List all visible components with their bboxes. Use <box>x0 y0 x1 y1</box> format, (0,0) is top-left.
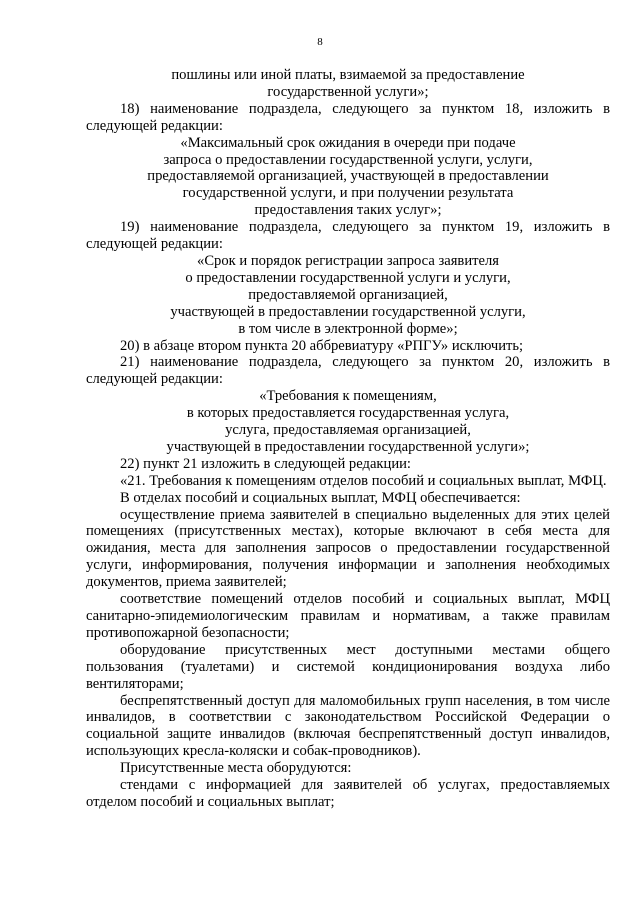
quote-line: в том числе в электронной форме»; <box>238 320 458 337</box>
item-22-paragraph: 22) пункт 21 изложить в следующей редакции: <box>120 455 411 472</box>
quote-line: о предоставлении государственной услуги и услуги, <box>185 269 511 286</box>
continuation-quote <box>86 67 610 101</box>
quote-line: государственной услуги, и при получении результата <box>182 185 514 202</box>
item-21-quote <box>86 388 610 456</box>
stands-paragraph: стендами с информацией для заявителей об услугах, предоставляемых отделом пособий и социальных выплат; <box>86 777 610 810</box>
quote-line: предоставляемой организацией, участвующей в предоставлении <box>147 168 549 185</box>
item-18-paragraph: 18) наименование подраздела, следующего за пунктом 18, изложить в следующей редакции: <box>86 100 610 134</box>
clause-21-heading: «21. Требования к помещениям отделов пособий и социальных выплат, МФЦ. <box>120 472 607 489</box>
quote-line: запроса о предоставлении государственной услуги, услуги, <box>163 151 533 168</box>
compliance-paragraph: соответствие помещений отделов пособий и социальных выплат, МФЦ санитарно-эпидемиологическим правилам и нормативам, а также правилам противопожарной безопасности; <box>86 591 610 641</box>
quote-line: услуга, предоставляемая организацией, <box>225 422 471 439</box>
quote-line: предоставляемой организацией, <box>248 286 448 303</box>
item-18-quote <box>86 135 610 220</box>
quote-line: государственной услуги»; <box>267 83 429 100</box>
quote-line: «Срок и порядок регистрации запроса заявителя <box>197 252 499 269</box>
item-20-paragraph: 20) в абзаце втором пункта 20 аббревиатуру «РПГУ» исключить; <box>120 337 524 354</box>
reception-paragraph: осуществление приема заявителей в специально выделенных для этих целей помещениях (присутственных местах), которые включают в себя места для ожидания, места для заполнения запросов о предоставлении государственной услуги, информирования, получения информации и заполнения необходимых документов, приема заявителей; <box>86 506 610 591</box>
quote-line: участвующей в предоставлении государственной услуги, <box>170 303 526 320</box>
item-19-paragraph: 19) наименование подраздела, следующего за пунктом 19, изложить в следующей редакции: <box>86 219 610 253</box>
places-paragraph: Присутственные места оборудуются: <box>120 760 352 777</box>
item-21-paragraph: 21) наименование подраздела, следующего за пунктом 20, изложить в следующей редакции: <box>86 354 610 388</box>
access-paragraph: беспрепятственный доступ для маломобильных групп населения, в том числе инвалидов, в соответствии с законодательством Российской Федерации о социальной защите инвалидов (включая беспрепятственный доступ инвалидов, использующих кресла-коляски и собак-проводников). <box>86 692 610 760</box>
equipment-paragraph: оборудование присутственных мест доступными местами общего пользования (туалетами) и системой кондиционирования воздуха либо вентиляторами; <box>86 641 610 692</box>
page-number: 8 <box>317 36 323 48</box>
quote-line: участвующей в предоставлении государственной услуги»; <box>166 438 530 455</box>
item-19-quote <box>86 253 610 338</box>
document-body <box>86 67 610 811</box>
quote-line: предоставления таких услуг»; <box>254 202 442 219</box>
quote-line: «Требования к помещениям, <box>259 388 437 405</box>
quote-line: в которых предоставляется государственная услуга, <box>186 405 510 422</box>
quote-line: «Максимальный срок ожидания в очереди при подаче <box>180 134 516 151</box>
ensures-paragraph: В отделах пособий и социальных выплат, МФЦ обеспечивается: <box>120 489 521 506</box>
quote-line: пошлины или иной платы, взимаемой за предоставление <box>171 67 525 83</box>
